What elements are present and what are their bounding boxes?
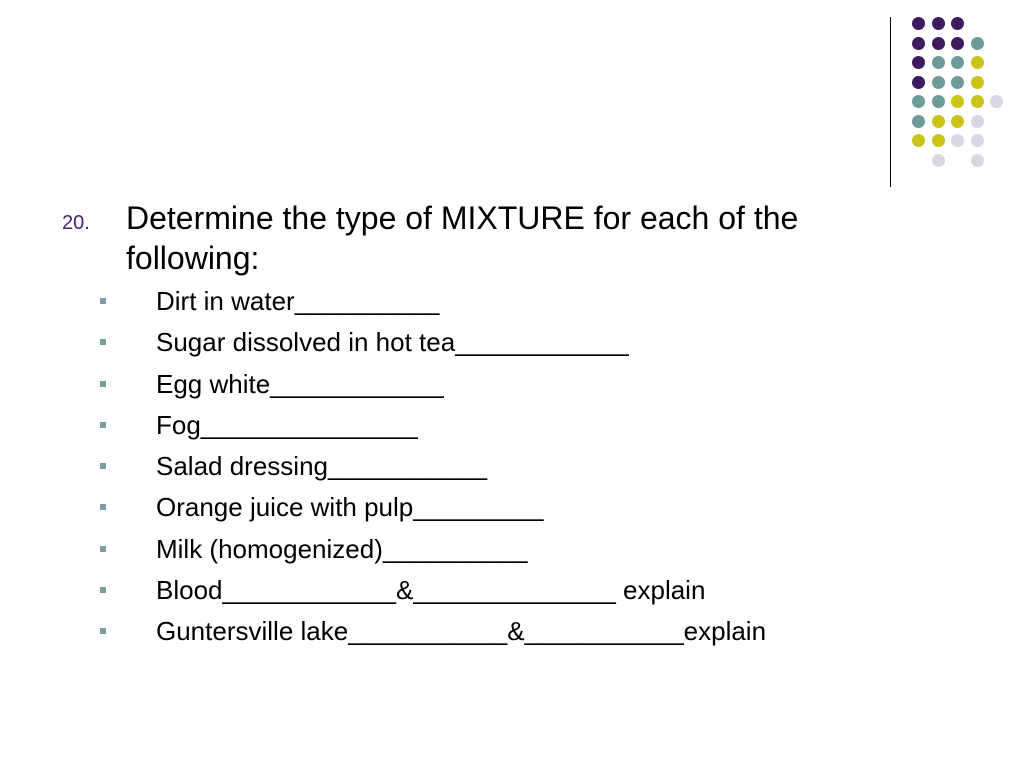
decorative-dot (951, 17, 964, 30)
question-number: 20. (62, 212, 90, 234)
square-bullet-icon (100, 546, 106, 552)
decorative-dot (912, 56, 925, 69)
decorative-dot (932, 154, 945, 167)
list-item-text: Milk (homogenized)__________ (156, 533, 528, 564)
decorative-dot (932, 37, 945, 50)
list-item (100, 451, 766, 492)
decorative-dot (912, 115, 925, 128)
decorative-dot (971, 37, 984, 50)
list-item (100, 327, 766, 368)
decorative-dot (951, 37, 964, 50)
decorative-dot (912, 17, 925, 30)
list-item (100, 492, 766, 533)
decorative-dot (971, 134, 984, 147)
mixture-item-list (100, 286, 766, 658)
decorative-dot (932, 115, 945, 128)
decorative-dot (951, 95, 964, 108)
square-bullet-icon (100, 339, 106, 345)
list-item (100, 369, 766, 410)
square-bullet-icon (100, 587, 106, 593)
list-item (100, 410, 766, 451)
decorative-dot (971, 154, 984, 167)
question-text: Determine the type of MIXTURE for each of the following: (126, 200, 799, 276)
square-bullet-icon (100, 422, 106, 428)
square-bullet-icon (100, 463, 106, 469)
decorative-dot (990, 95, 1003, 108)
list-item-text: Fog_______________ (156, 409, 418, 440)
decorative-dot (971, 95, 984, 108)
square-bullet-icon (100, 381, 106, 387)
decorative-dot (912, 37, 925, 50)
decorative-dot (951, 76, 964, 89)
decorative-dot (912, 76, 925, 89)
square-bullet-icon (100, 628, 106, 634)
list-item (100, 575, 766, 616)
decorative-dot (971, 56, 984, 69)
list-item (100, 286, 766, 327)
list-item-text: Guntersville lake___________&___________explain (156, 616, 767, 647)
decorative-dot (932, 17, 945, 30)
decorative-dot (932, 76, 945, 89)
vertical-divider-line (890, 17, 891, 187)
decorative-dot (932, 56, 945, 69)
list-item-text: Blood____________&______________ explain (156, 575, 706, 606)
list-item (100, 534, 766, 575)
decorative-dot (951, 134, 964, 147)
list-item-text: Egg white____________ (156, 368, 444, 399)
list-item-text: Sugar dissolved in hot tea____________ (156, 327, 629, 358)
decorative-dot (932, 95, 945, 108)
list-item-text: Orange juice with pulp_________ (156, 492, 544, 523)
decorative-dot (951, 56, 964, 69)
decorative-dot (971, 115, 984, 128)
decorative-dot (912, 95, 925, 108)
decorative-dot (971, 76, 984, 89)
list-item-text: Salad dressing___________ (156, 451, 488, 482)
square-bullet-icon (100, 504, 106, 510)
decorative-dot (951, 115, 964, 128)
list-item (100, 616, 766, 657)
decorative-dot (912, 134, 925, 147)
square-bullet-icon (100, 298, 106, 304)
decorative-dot (932, 134, 945, 147)
list-item-text: Dirt in water__________ (156, 286, 440, 316)
